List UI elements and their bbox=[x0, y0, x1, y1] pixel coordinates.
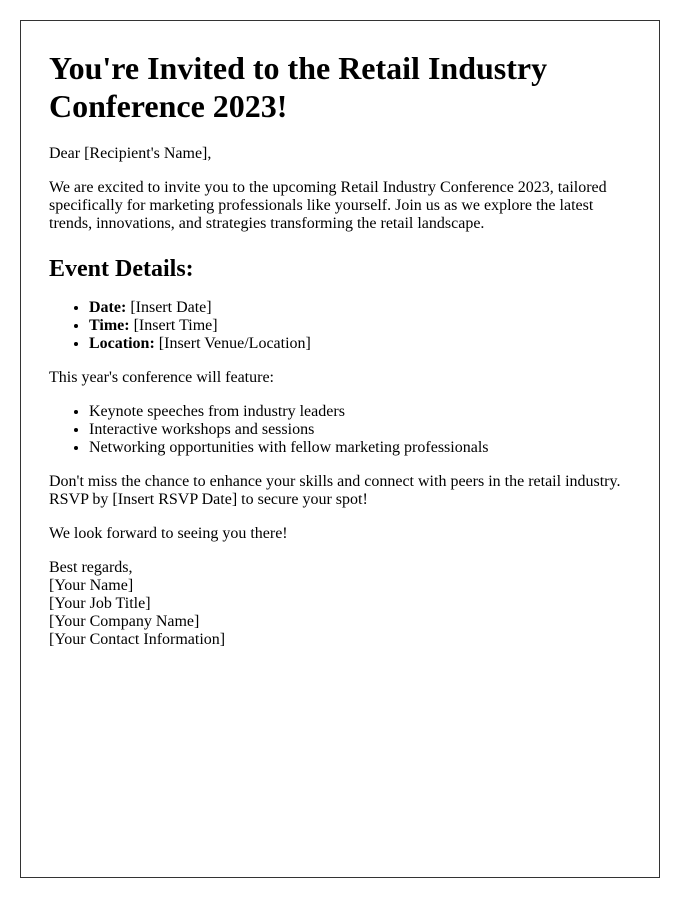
detail-time-label: Time: bbox=[89, 317, 130, 334]
features-intro: This year's conference will feature: bbox=[49, 369, 274, 386]
detail-date bbox=[89, 299, 631, 317]
detail-time bbox=[89, 317, 631, 335]
greeting: Dear [Recipient's Name], bbox=[49, 145, 212, 162]
signature-block bbox=[49, 559, 631, 649]
detail-location-label: Location: bbox=[89, 335, 155, 352]
intro-paragraph: We are excited to invite you to the upcoming Retail Industry Conference 2023, tailored specifically for marketing professionals like yourself. Join us as we explore the latest trends, innovations, and strategies transforming the retail landscape. bbox=[49, 179, 607, 232]
detail-location-value: [Insert Venue/Location] bbox=[154, 335, 311, 352]
feature-item: • Networking opportunities with fellow marketing professionals bbox=[89, 439, 631, 457]
features-list bbox=[49, 403, 631, 457]
detail-date-value: [Insert Date] bbox=[126, 299, 212, 316]
feature-item: • Interactive workshops and sessions bbox=[89, 421, 631, 439]
signature-contact: [Your Contact Information] bbox=[49, 631, 226, 648]
closing-line: We look forward to seeing you there! bbox=[49, 525, 288, 542]
signature-company: [Your Company Name] bbox=[49, 613, 200, 630]
signature-job-title: [Your Job Title] bbox=[49, 595, 151, 612]
call-to-action: Don't miss the chance to enhance your skills and connect with peers in the retail industry. RSVP by [Insert RSVP Date] to secure your spot! bbox=[49, 473, 621, 508]
event-details-list bbox=[49, 299, 631, 353]
feature-item: • Keynote speeches from industry leaders bbox=[89, 403, 631, 421]
event-details-heading: Event Details: bbox=[49, 256, 194, 282]
detail-location bbox=[89, 335, 631, 353]
detail-date-label: Date: bbox=[89, 299, 127, 316]
detail-time-value: [Insert Time] bbox=[129, 317, 218, 334]
letter-title: You're Invited to the Retail Industry Conference 2023! bbox=[49, 50, 548, 124]
signature-salutation: Best regards, bbox=[49, 559, 133, 576]
letter-page bbox=[20, 20, 660, 878]
signature-name: [Your Name] bbox=[49, 577, 134, 594]
